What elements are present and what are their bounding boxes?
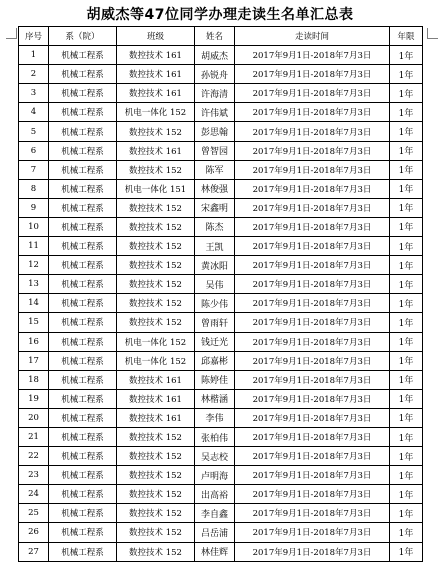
cell-class: 数控技术 152 [117, 427, 195, 446]
cell-name: 张柏伟 [195, 427, 235, 446]
cell-name: 邱嘉彬 [195, 351, 235, 370]
table-row [19, 256, 423, 275]
cell-name: 宋鑫明 [195, 198, 235, 217]
cell-class: 数控技术 152 [117, 160, 195, 179]
margin-corner-mark-left [6, 28, 17, 39]
cell-no: 27 [19, 542, 49, 561]
cell-no: 3 [19, 84, 49, 103]
cell-dept: 机械工程系 [49, 370, 117, 389]
table-row [19, 275, 423, 294]
cell-period: 2017年9月1日-2018年7月3日 [235, 370, 390, 389]
cell-class: 数控技术 152 [117, 198, 195, 217]
cell-years: 1年 [390, 389, 423, 408]
cell-class: 数控技术 152 [117, 256, 195, 275]
cell-period: 2017年9月1日-2018年7月3日 [235, 427, 390, 446]
cell-period: 2017年9月1日-2018年7月3日 [235, 542, 390, 561]
cell-no: 5 [19, 122, 49, 141]
cell-no: 22 [19, 447, 49, 466]
cell-years: 1年 [390, 141, 423, 160]
table-row [19, 370, 423, 389]
cell-period: 2017年9月1日-2018年7月3日 [235, 84, 390, 103]
cell-class: 机电一体化 151 [117, 179, 195, 198]
cell-years: 1年 [390, 408, 423, 427]
cell-class: 数控技术 152 [117, 237, 195, 256]
cell-dept: 机械工程系 [49, 122, 117, 141]
table-row [19, 351, 423, 370]
cell-name: 钱迁光 [195, 332, 235, 351]
cell-class: 数控技术 152 [117, 122, 195, 141]
cell-period: 2017年9月1日-2018年7月3日 [235, 179, 390, 198]
cell-no: 25 [19, 504, 49, 523]
cell-dept: 机械工程系 [49, 275, 117, 294]
cell-years: 1年 [390, 370, 423, 389]
cell-years: 1年 [390, 122, 423, 141]
cell-name: 林楷涵 [195, 389, 235, 408]
cell-dept: 机械工程系 [49, 237, 117, 256]
cell-years: 1年 [390, 217, 423, 236]
column-header-period: 走读时间 [235, 27, 390, 46]
table-row [19, 389, 423, 408]
cell-years: 1年 [390, 294, 423, 313]
cell-years: 1年 [390, 427, 423, 446]
table-row [19, 141, 423, 160]
cell-name: 吴伟 [195, 275, 235, 294]
cell-name: 陈军 [195, 160, 235, 179]
cell-period: 2017年9月1日-2018年7月3日 [235, 466, 390, 485]
table-row [19, 408, 423, 427]
cell-dept: 机械工程系 [49, 542, 117, 561]
cell-period: 2017年9月1日-2018年7月3日 [235, 256, 390, 275]
cell-dept: 机械工程系 [49, 256, 117, 275]
cell-years: 1年 [390, 65, 423, 84]
cell-name: 曾智园 [195, 141, 235, 160]
cell-period: 2017年9月1日-2018年7月3日 [235, 389, 390, 408]
cell-dept: 机械工程系 [49, 351, 117, 370]
cell-period: 2017年9月1日-2018年7月3日 [235, 275, 390, 294]
cell-dept: 机械工程系 [49, 217, 117, 236]
table-row [19, 237, 423, 256]
table-row [19, 103, 423, 122]
cell-years: 1年 [390, 542, 423, 561]
table-row [19, 466, 423, 485]
cell-class: 数控技术 161 [117, 389, 195, 408]
cell-period: 2017年9月1日-2018年7月3日 [235, 408, 390, 427]
margin-corner-mark-right [427, 28, 438, 39]
cell-period: 2017年9月1日-2018年7月3日 [235, 523, 390, 542]
cell-name: 孙锐舟 [195, 65, 235, 84]
cell-dept: 机械工程系 [49, 504, 117, 523]
cell-name: 李伟 [195, 408, 235, 427]
cell-period: 2017年9月1日-2018年7月3日 [235, 332, 390, 351]
cell-period: 2017年9月1日-2018年7月3日 [235, 65, 390, 84]
column-header-years: 年限 [390, 27, 423, 46]
column-header-no: 序号 [19, 27, 49, 46]
cell-dept: 机械工程系 [49, 141, 117, 160]
cell-class: 机电一体化 152 [117, 351, 195, 370]
cell-period: 2017年9月1日-2018年7月3日 [235, 351, 390, 370]
cell-class: 数控技术 161 [117, 46, 195, 65]
cell-no: 23 [19, 466, 49, 485]
cell-no: 15 [19, 313, 49, 332]
cell-years: 1年 [390, 84, 423, 103]
cell-name: 吴志校 [195, 447, 235, 466]
cell-no: 16 [19, 332, 49, 351]
table-row [19, 198, 423, 217]
cell-dept: 机械工程系 [49, 84, 117, 103]
cell-dept: 机械工程系 [49, 408, 117, 427]
student-list-table [18, 26, 423, 562]
cell-period: 2017年9月1日-2018年7月3日 [235, 46, 390, 65]
table-row [19, 313, 423, 332]
cell-no: 1 [19, 46, 49, 65]
table-header-row [19, 27, 423, 46]
cell-class: 数控技术 161 [117, 65, 195, 84]
cell-class: 机电一体化 152 [117, 103, 195, 122]
cell-period: 2017年9月1日-2018年7月3日 [235, 103, 390, 122]
cell-no: 24 [19, 485, 49, 504]
cell-period: 2017年9月1日-2018年7月3日 [235, 313, 390, 332]
table-row [19, 160, 423, 179]
cell-years: 1年 [390, 504, 423, 523]
cell-dept: 机械工程系 [49, 332, 117, 351]
cell-period: 2017年9月1日-2018年7月3日 [235, 294, 390, 313]
cell-class: 数控技术 152 [117, 466, 195, 485]
cell-class: 机电一体化 152 [117, 332, 195, 351]
cell-no: 14 [19, 294, 49, 313]
cell-years: 1年 [390, 466, 423, 485]
cell-years: 1年 [390, 275, 423, 294]
cell-no: 10 [19, 217, 49, 236]
cell-name: 曾雨轩 [195, 313, 235, 332]
cell-class: 数控技术 152 [117, 217, 195, 236]
cell-period: 2017年9月1日-2018年7月3日 [235, 141, 390, 160]
cell-name: 黄冰阳 [195, 256, 235, 275]
cell-no: 4 [19, 103, 49, 122]
cell-name: 林佳辉 [195, 542, 235, 561]
cell-years: 1年 [390, 160, 423, 179]
cell-dept: 机械工程系 [49, 103, 117, 122]
cell-period: 2017年9月1日-2018年7月3日 [235, 485, 390, 504]
cell-class: 数控技术 152 [117, 275, 195, 294]
cell-name: 陈杰 [195, 217, 235, 236]
cell-class: 数控技术 152 [117, 294, 195, 313]
cell-class: 数控技术 161 [117, 141, 195, 160]
cell-name: 吕岳浦 [195, 523, 235, 542]
cell-no: 8 [19, 179, 49, 198]
cell-name: 陈少伟 [195, 294, 235, 313]
table-row [19, 122, 423, 141]
table-row [19, 84, 423, 103]
table-row [19, 294, 423, 313]
column-header-dept: 系（院） [49, 27, 117, 46]
table-row [19, 504, 423, 523]
cell-no: 7 [19, 160, 49, 179]
table-row [19, 46, 423, 65]
cell-period: 2017年9月1日-2018年7月3日 [235, 160, 390, 179]
cell-years: 1年 [390, 46, 423, 65]
column-header-name: 姓名 [195, 27, 235, 46]
cell-dept: 机械工程系 [49, 427, 117, 446]
cell-no: 6 [19, 141, 49, 160]
cell-years: 1年 [390, 447, 423, 466]
cell-no: 20 [19, 408, 49, 427]
table-row [19, 65, 423, 84]
cell-dept: 机械工程系 [49, 523, 117, 542]
cell-name: 李自鑫 [195, 504, 235, 523]
cell-name: 林俊强 [195, 179, 235, 198]
cell-no: 21 [19, 427, 49, 446]
cell-no: 13 [19, 275, 49, 294]
cell-dept: 机械工程系 [49, 198, 117, 217]
cell-years: 1年 [390, 179, 423, 198]
cell-period: 2017年9月1日-2018年7月3日 [235, 198, 390, 217]
table-row [19, 427, 423, 446]
cell-no: 11 [19, 237, 49, 256]
cell-no: 12 [19, 256, 49, 275]
cell-name: 许伟斌 [195, 103, 235, 122]
cell-name: 胡威杰 [195, 46, 235, 65]
table-row [19, 447, 423, 466]
table-row [19, 179, 423, 198]
cell-class: 数控技术 161 [117, 370, 195, 389]
cell-name: 卢明海 [195, 466, 235, 485]
cell-years: 1年 [390, 198, 423, 217]
document-title: 胡威杰等47位同学办理走读生名单汇总表 [86, 7, 354, 23]
cell-years: 1年 [390, 485, 423, 504]
cell-dept: 机械工程系 [49, 447, 117, 466]
cell-no: 9 [19, 198, 49, 217]
cell-no: 2 [19, 65, 49, 84]
cell-no: 17 [19, 351, 49, 370]
cell-no: 19 [19, 389, 49, 408]
cell-years: 1年 [390, 313, 423, 332]
cell-class: 数控技术 161 [117, 408, 195, 427]
table-row [19, 332, 423, 351]
cell-dept: 机械工程系 [49, 389, 117, 408]
cell-period: 2017年9月1日-2018年7月3日 [235, 504, 390, 523]
cell-years: 1年 [390, 256, 423, 275]
cell-class: 数控技术 161 [117, 84, 195, 103]
cell-years: 1年 [390, 332, 423, 351]
cell-dept: 机械工程系 [49, 485, 117, 504]
cell-dept: 机械工程系 [49, 46, 117, 65]
cell-period: 2017年9月1日-2018年7月3日 [235, 122, 390, 141]
cell-name: 彭思翰 [195, 122, 235, 141]
cell-years: 1年 [390, 351, 423, 370]
cell-class: 数控技术 152 [117, 447, 195, 466]
cell-dept: 机械工程系 [49, 313, 117, 332]
cell-years: 1年 [390, 237, 423, 256]
cell-years: 1年 [390, 523, 423, 542]
table-row [19, 217, 423, 236]
cell-period: 2017年9月1日-2018年7月3日 [235, 237, 390, 256]
cell-class: 数控技术 152 [117, 504, 195, 523]
cell-no: 26 [19, 523, 49, 542]
cell-dept: 机械工程系 [49, 160, 117, 179]
cell-class: 数控技术 152 [117, 485, 195, 504]
cell-class: 数控技术 152 [117, 313, 195, 332]
cell-class: 数控技术 152 [117, 523, 195, 542]
cell-dept: 机械工程系 [49, 466, 117, 485]
cell-no: 18 [19, 370, 49, 389]
cell-name: 出高裕 [195, 485, 235, 504]
cell-name: 王凯 [195, 237, 235, 256]
cell-name: 陈婷佳 [195, 370, 235, 389]
cell-dept: 机械工程系 [49, 294, 117, 313]
cell-period: 2017年9月1日-2018年7月3日 [235, 217, 390, 236]
column-header-class: 班级 [117, 27, 195, 46]
table-row [19, 523, 423, 542]
table-row [19, 485, 423, 504]
cell-dept: 机械工程系 [49, 65, 117, 84]
cell-dept: 机械工程系 [49, 179, 117, 198]
cell-class: 数控技术 152 [117, 542, 195, 561]
table-row [19, 542, 423, 561]
cell-years: 1年 [390, 103, 423, 122]
cell-name: 许海清 [195, 84, 235, 103]
cell-period: 2017年9月1日-2018年7月3日 [235, 447, 390, 466]
